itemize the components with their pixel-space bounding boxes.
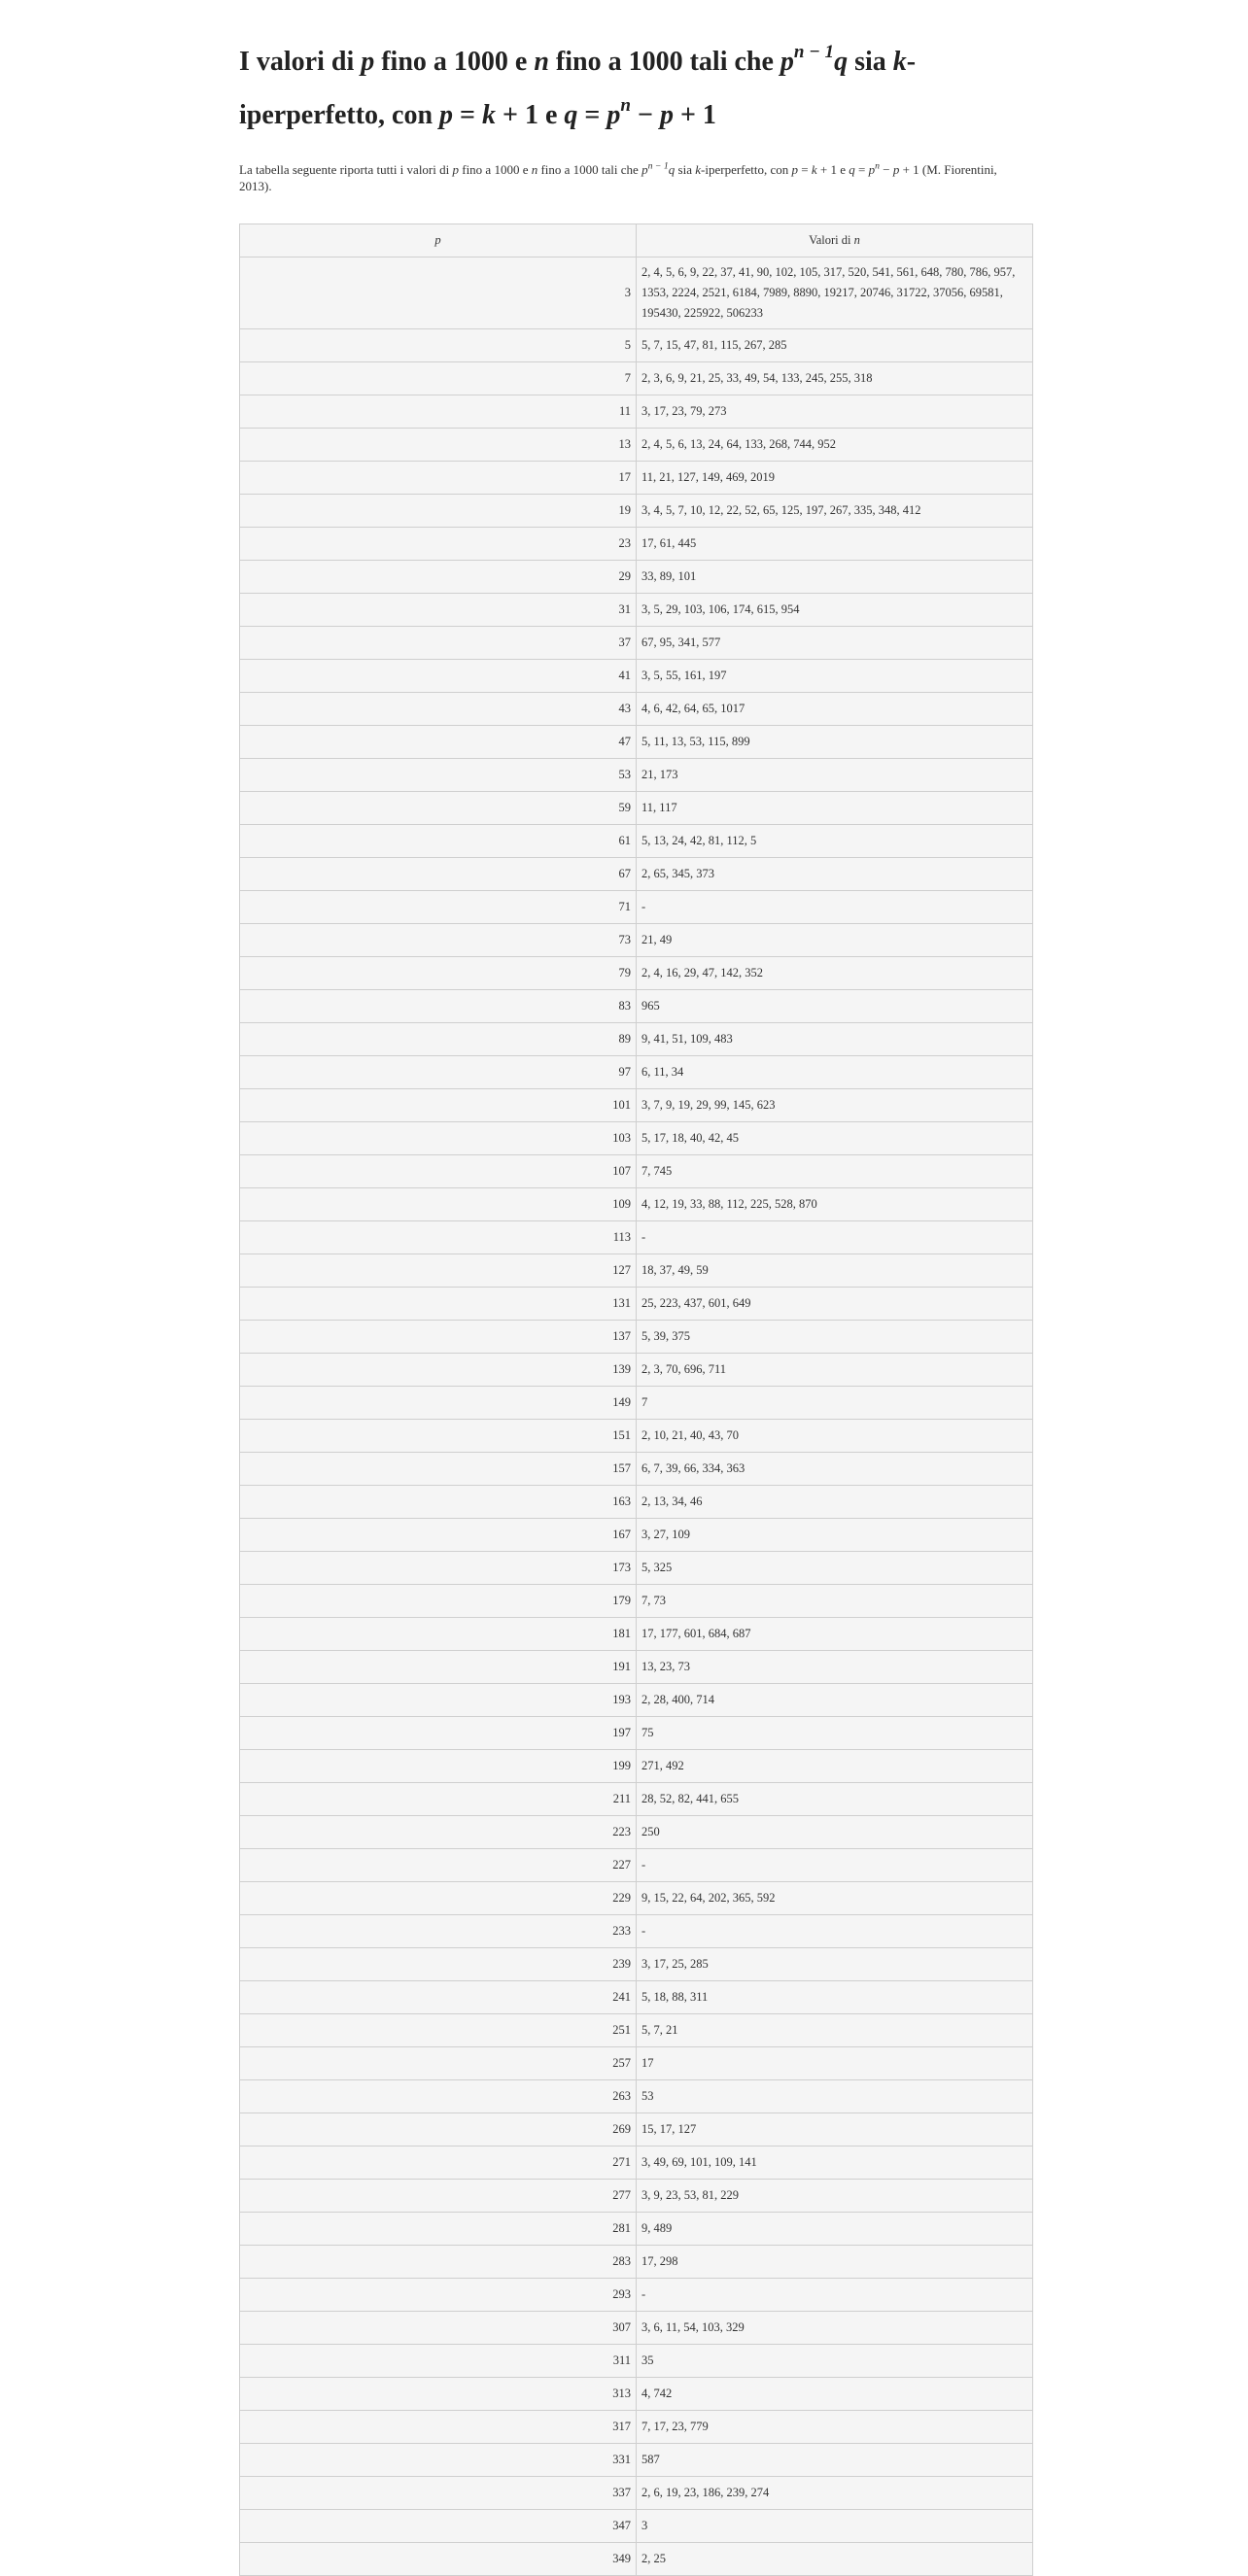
table-row xyxy=(240,1816,1033,1849)
cell-n-values: 11, 21, 127, 149, 469, 2019 xyxy=(637,462,1033,495)
cell-p: 113 xyxy=(240,1221,637,1254)
table-row xyxy=(240,726,1033,759)
cell-p: 79 xyxy=(240,957,637,990)
table-row xyxy=(240,660,1033,693)
table-row xyxy=(240,1254,1033,1288)
cell-n-values: 271, 492 xyxy=(637,1750,1033,1783)
cell-p: 53 xyxy=(240,759,637,792)
cell-p: 239 xyxy=(240,1948,637,1981)
table-row xyxy=(240,759,1033,792)
cell-p: 157 xyxy=(240,1453,637,1486)
table-row xyxy=(240,792,1033,825)
table-row xyxy=(240,2312,1033,2345)
cell-p: 179 xyxy=(240,1585,637,1618)
table-row xyxy=(240,1056,1033,1089)
title-text: sia xyxy=(848,47,893,77)
cell-n-values: 5, 17, 18, 40, 42, 45 xyxy=(637,1122,1033,1155)
table-row xyxy=(240,1155,1033,1188)
table-row xyxy=(240,2378,1033,2411)
cell-p: 173 xyxy=(240,1552,637,1585)
title-text: = xyxy=(453,100,483,130)
table-row xyxy=(240,1684,1033,1717)
cell-p: 331 xyxy=(240,2444,637,2477)
title-exponent: n xyxy=(620,94,631,116)
table-row xyxy=(240,825,1033,858)
title-text: iperperfetto, con xyxy=(239,100,440,130)
table-body xyxy=(240,258,1033,2576)
cell-n-values: 3, 4, 5, 7, 10, 12, 22, 52, 65, 125, 197, 267, 335, 348, 412 xyxy=(637,495,1033,528)
cell-n-values: 3, 17, 23, 79, 273 xyxy=(637,395,1033,429)
cell-p: 17 xyxy=(240,462,637,495)
cell-n-values: 21, 173 xyxy=(637,759,1033,792)
cell-n-values: - xyxy=(637,1221,1033,1254)
cell-p: 233 xyxy=(240,1915,637,1948)
table-row xyxy=(240,2510,1033,2543)
table-row xyxy=(240,2411,1033,2444)
cell-p: 109 xyxy=(240,1188,637,1221)
title-text: fino a 1000 tali che xyxy=(548,47,780,77)
cell-p: 317 xyxy=(240,2411,637,2444)
cell-p: 61 xyxy=(240,825,637,858)
cell-n-values: 7, 745 xyxy=(637,1155,1033,1188)
cell-p: 3 xyxy=(240,258,637,329)
intro-text: + 1 (M. Fiorentini, 2013). xyxy=(239,162,997,193)
cell-n-values: 2, 6, 19, 23, 186, 239, 274 xyxy=(637,2477,1033,2510)
table-row xyxy=(240,2477,1033,2510)
title-var-p: p xyxy=(780,47,794,77)
table-row xyxy=(240,957,1033,990)
cell-n-values: 5, 11, 13, 53, 115, 899 xyxy=(637,726,1033,759)
cell-p: 7 xyxy=(240,362,637,395)
cell-n-values: 5, 18, 88, 311 xyxy=(637,1981,1033,2014)
cell-n-values: 587 xyxy=(637,2444,1033,2477)
table-row xyxy=(240,495,1033,528)
cell-p: 23 xyxy=(240,528,637,561)
table-row xyxy=(240,462,1033,495)
intro-var-n: n xyxy=(531,162,538,177)
cell-p: 43 xyxy=(240,693,637,726)
cell-n-values: 4, 12, 19, 33, 88, 112, 225, 528, 870 xyxy=(637,1188,1033,1221)
cell-n-values: 2, 4, 5, 6, 9, 22, 37, 41, 90, 102, 105, 317, 520, 541, 561, 648, 780, 786, 957, 1353, 2224, 2521, 6184, 7989, 8890, 19217, 20746, 31722, 37056, 69581, 195430, 225922, 506233 xyxy=(637,258,1033,329)
cell-n-values: 13, 23, 73 xyxy=(637,1651,1033,1684)
cell-n-values: - xyxy=(637,1849,1033,1882)
intro-exponent: n − 1 xyxy=(647,160,669,172)
cell-p: 281 xyxy=(240,2213,637,2246)
table-row xyxy=(240,1354,1033,1387)
title-var-p: p xyxy=(659,100,674,130)
table-row xyxy=(240,1486,1033,1519)
cell-p: 83 xyxy=(240,990,637,1023)
cell-p: 19 xyxy=(240,495,637,528)
table-row xyxy=(240,395,1033,429)
cell-n-values: 17, 61, 445 xyxy=(637,528,1033,561)
table-row xyxy=(240,2246,1033,2279)
table-row xyxy=(240,2080,1033,2113)
page-title xyxy=(239,35,1032,142)
cell-p: 227 xyxy=(240,1849,637,1882)
cell-n-values: 7, 17, 23, 779 xyxy=(637,2411,1033,2444)
cell-p: 211 xyxy=(240,1783,637,1816)
cell-p: 11 xyxy=(240,395,637,429)
cell-n-values: 3 xyxy=(637,2510,1033,2543)
intro-text: − xyxy=(879,162,893,177)
cell-n-values: 2, 65, 345, 373 xyxy=(637,858,1033,891)
cell-p: 73 xyxy=(240,924,637,957)
cell-p: 139 xyxy=(240,1354,637,1387)
cell-n-values: 7, 73 xyxy=(637,1585,1033,1618)
table-row xyxy=(240,1651,1033,1684)
table-row xyxy=(240,1288,1033,1321)
table-row xyxy=(240,2180,1033,2213)
cell-n-values: 3, 6, 11, 54, 103, 329 xyxy=(637,2312,1033,2345)
cell-n-values: 2, 3, 6, 9, 21, 25, 33, 49, 54, 133, 245, 255, 318 xyxy=(637,362,1033,395)
cell-p: 313 xyxy=(240,2378,637,2411)
cell-n-values: 6, 7, 39, 66, 334, 363 xyxy=(637,1453,1033,1486)
cell-n-values: 17 xyxy=(637,2047,1033,2080)
title-text: = xyxy=(577,100,607,130)
table-row xyxy=(240,858,1033,891)
title-var-k: k xyxy=(482,100,497,130)
table-row xyxy=(240,1981,1033,2014)
intro-text: La tabella seguente riporta tutti i valori di xyxy=(239,162,453,177)
cell-p: 307 xyxy=(240,2312,637,2345)
cell-n-values: 2, 28, 400, 714 xyxy=(637,1684,1033,1717)
title-var-q: q xyxy=(564,100,578,130)
cell-n-values: 3, 27, 109 xyxy=(637,1519,1033,1552)
table-row xyxy=(240,1585,1033,1618)
cell-p: 41 xyxy=(240,660,637,693)
intro-text: sia xyxy=(675,162,696,177)
intro-text: = xyxy=(798,162,812,177)
intro-var-p: p xyxy=(641,162,648,177)
table-row xyxy=(240,1453,1033,1486)
table-row xyxy=(240,1915,1033,1948)
page xyxy=(239,0,1032,2576)
cell-p: 137 xyxy=(240,1321,637,1354)
cell-p: 293 xyxy=(240,2279,637,2312)
cell-p: 347 xyxy=(240,2510,637,2543)
intro-paragraph xyxy=(239,161,1032,194)
intro-var-q: q xyxy=(849,162,855,177)
cell-n-values: - xyxy=(637,1915,1033,1948)
table-row xyxy=(240,693,1033,726)
table-row xyxy=(240,2345,1033,2378)
intro-var-p: p xyxy=(868,162,876,177)
intro-var-k: k xyxy=(811,162,817,177)
cell-n-values: - xyxy=(637,891,1033,924)
table-row xyxy=(240,594,1033,627)
cell-p: 223 xyxy=(240,1816,637,1849)
cell-n-values: 2, 10, 21, 40, 43, 70 xyxy=(637,1420,1033,1453)
table-row xyxy=(240,2279,1033,2312)
intro-var-k: k xyxy=(695,162,702,177)
cell-n-values: 3, 17, 25, 285 xyxy=(637,1948,1033,1981)
cell-p: 5 xyxy=(240,329,637,362)
table-row xyxy=(240,1387,1033,1420)
cell-n-values: 11, 117 xyxy=(637,792,1033,825)
table-header-row xyxy=(240,224,1033,258)
header-n-var: n xyxy=(853,233,860,247)
cell-p: 269 xyxy=(240,2113,637,2147)
cell-n-values: 5, 7, 15, 47, 81, 115, 267, 285 xyxy=(637,329,1033,362)
values-table xyxy=(239,223,1033,2576)
cell-n-values: 7 xyxy=(637,1387,1033,1420)
table-row xyxy=(240,1519,1033,1552)
table-row xyxy=(240,1849,1033,1882)
intro-exponent: n xyxy=(875,160,880,172)
table-row xyxy=(240,1882,1033,1915)
table-row xyxy=(240,2543,1033,2576)
cell-n-values: 2, 25 xyxy=(637,2543,1033,2576)
cell-n-values: 5, 13, 24, 42, 81, 112, 5 xyxy=(637,825,1033,858)
title-var-p: p xyxy=(361,47,375,77)
title-var-k: k xyxy=(892,47,907,77)
cell-n-values: 18, 37, 49, 59 xyxy=(637,1254,1033,1288)
table-row xyxy=(240,2113,1033,2147)
cell-p: 127 xyxy=(240,1254,637,1288)
cell-n-values: 5, 325 xyxy=(637,1552,1033,1585)
table-row xyxy=(240,2444,1033,2477)
header-p xyxy=(240,224,637,258)
cell-n-values: 35 xyxy=(637,2345,1033,2378)
cell-p: 47 xyxy=(240,726,637,759)
cell-n-values: 28, 52, 82, 441, 655 xyxy=(637,1783,1033,1816)
cell-n-values: 25, 223, 437, 601, 649 xyxy=(637,1288,1033,1321)
cell-p: 193 xyxy=(240,1684,637,1717)
cell-n-values: 4, 742 xyxy=(637,2378,1033,2411)
cell-p: 103 xyxy=(240,1122,637,1155)
cell-n-values: 15, 17, 127 xyxy=(637,2113,1033,2147)
cell-p: 151 xyxy=(240,1420,637,1453)
intro-text: fino a 1000 e xyxy=(458,162,532,177)
cell-p: 131 xyxy=(240,1288,637,1321)
intro-text: = xyxy=(854,162,869,177)
title-text: − xyxy=(630,100,660,130)
cell-p: 197 xyxy=(240,1717,637,1750)
cell-n-values: 21, 49 xyxy=(637,924,1033,957)
cell-n-values: 67, 95, 341, 577 xyxy=(637,627,1033,660)
cell-p: 257 xyxy=(240,2047,637,2080)
intro-var-q: q xyxy=(668,162,676,177)
cell-p: 229 xyxy=(240,1882,637,1915)
cell-n-values: 9, 15, 22, 64, 202, 365, 592 xyxy=(637,1882,1033,1915)
table-row xyxy=(240,1783,1033,1816)
title-text: + 1 e xyxy=(496,100,565,130)
table-row xyxy=(240,1948,1033,1981)
cell-p: 31 xyxy=(240,594,637,627)
cell-n-values: 75 xyxy=(637,1717,1033,1750)
table-row xyxy=(240,2147,1033,2180)
cell-p: 163 xyxy=(240,1486,637,1519)
cell-n-values: 9, 41, 51, 109, 483 xyxy=(637,1023,1033,1056)
cell-p: 71 xyxy=(240,891,637,924)
intro-var-p: p xyxy=(892,162,900,177)
table-row xyxy=(240,561,1033,594)
cell-p: 29 xyxy=(240,561,637,594)
table-row xyxy=(240,924,1033,957)
table-row xyxy=(240,1750,1033,1783)
table-row xyxy=(240,990,1033,1023)
table-row xyxy=(240,2047,1033,2080)
table-row xyxy=(240,1552,1033,1585)
cell-p: 263 xyxy=(240,2080,637,2113)
cell-p: 199 xyxy=(240,1750,637,1783)
title-text: - xyxy=(906,47,917,77)
cell-p: 283 xyxy=(240,2246,637,2279)
table-row xyxy=(240,1618,1033,1651)
intro-text: fino a 1000 tali che xyxy=(537,162,642,177)
cell-p: 241 xyxy=(240,1981,637,2014)
cell-p: 67 xyxy=(240,858,637,891)
cell-n-values: 3, 5, 29, 103, 106, 174, 615, 954 xyxy=(637,594,1033,627)
cell-p: 13 xyxy=(240,429,637,462)
cell-n-values: 250 xyxy=(637,1816,1033,1849)
title-var-q: q xyxy=(834,47,849,77)
cell-n-values: 17, 177, 601, 684, 687 xyxy=(637,1618,1033,1651)
cell-n-values: - xyxy=(637,2279,1033,2312)
cell-p: 149 xyxy=(240,1387,637,1420)
cell-n-values: 3, 49, 69, 101, 109, 141 xyxy=(637,2147,1033,2180)
cell-n-values: 2, 4, 5, 6, 13, 24, 64, 133, 268, 744, 952 xyxy=(637,429,1033,462)
table-row xyxy=(240,891,1033,924)
table-row xyxy=(240,1420,1033,1453)
cell-p: 59 xyxy=(240,792,637,825)
cell-n-values: 33, 89, 101 xyxy=(637,561,1033,594)
header-n xyxy=(637,224,1033,258)
cell-p: 251 xyxy=(240,2014,637,2047)
title-text: I valori di xyxy=(239,47,362,77)
table-row xyxy=(240,2213,1033,2246)
cell-n-values: 6, 11, 34 xyxy=(637,1056,1033,1089)
cell-n-values: 9, 489 xyxy=(637,2213,1033,2246)
title-text: fino a 1000 e xyxy=(374,47,535,77)
header-n-label: Valori di xyxy=(809,233,854,247)
table-row xyxy=(240,329,1033,362)
cell-p: 349 xyxy=(240,2543,637,2576)
table-row xyxy=(240,627,1033,660)
intro-text: -iperperfetto, con xyxy=(701,162,792,177)
table-row xyxy=(240,1023,1033,1056)
intro-var-p: p xyxy=(791,162,799,177)
table-row xyxy=(240,258,1033,329)
table-row xyxy=(240,1188,1033,1221)
title-var-p: p xyxy=(439,100,454,130)
intro-var-p: p xyxy=(452,162,459,177)
cell-p: 311 xyxy=(240,2345,637,2378)
cell-p: 191 xyxy=(240,1651,637,1684)
header-p-label: p xyxy=(434,233,441,247)
cell-n-values: 2, 3, 70, 696, 711 xyxy=(637,1354,1033,1387)
cell-n-values: 2, 4, 16, 29, 47, 142, 352 xyxy=(637,957,1033,990)
cell-p: 107 xyxy=(240,1155,637,1188)
cell-n-values: 5, 39, 375 xyxy=(637,1321,1033,1354)
cell-n-values: 3, 9, 23, 53, 81, 229 xyxy=(637,2180,1033,2213)
intro-text: + 1 e xyxy=(816,162,849,177)
table-row xyxy=(240,1122,1033,1155)
cell-p: 271 xyxy=(240,2147,637,2180)
cell-p: 337 xyxy=(240,2477,637,2510)
cell-n-values: 17, 298 xyxy=(637,2246,1033,2279)
table-row xyxy=(240,1089,1033,1122)
title-var-n: n xyxy=(534,47,549,77)
table-row xyxy=(240,429,1033,462)
title-exponent: n − 1 xyxy=(793,41,835,62)
cell-p: 97 xyxy=(240,1056,637,1089)
table-row xyxy=(240,1321,1033,1354)
table-row xyxy=(240,1221,1033,1254)
cell-p: 89 xyxy=(240,1023,637,1056)
table-row xyxy=(240,528,1033,561)
cell-p: 101 xyxy=(240,1089,637,1122)
table-row xyxy=(240,2014,1033,2047)
cell-p: 37 xyxy=(240,627,637,660)
cell-n-values: 3, 7, 9, 19, 29, 99, 145, 623 xyxy=(637,1089,1033,1122)
cell-n-values: 4, 6, 42, 64, 65, 1017 xyxy=(637,693,1033,726)
cell-p: 181 xyxy=(240,1618,637,1651)
cell-n-values: 3, 5, 55, 161, 197 xyxy=(637,660,1033,693)
cell-n-values: 2, 13, 34, 46 xyxy=(637,1486,1033,1519)
table-row xyxy=(240,362,1033,395)
table-row xyxy=(240,1717,1033,1750)
cell-p: 167 xyxy=(240,1519,637,1552)
title-var-p: p xyxy=(607,100,621,130)
title-text: + 1 xyxy=(673,100,716,130)
cell-n-values: 53 xyxy=(637,2080,1033,2113)
cell-p: 277 xyxy=(240,2180,637,2213)
cell-n-values: 965 xyxy=(637,990,1033,1023)
cell-n-values: 5, 7, 21 xyxy=(637,2014,1033,2047)
